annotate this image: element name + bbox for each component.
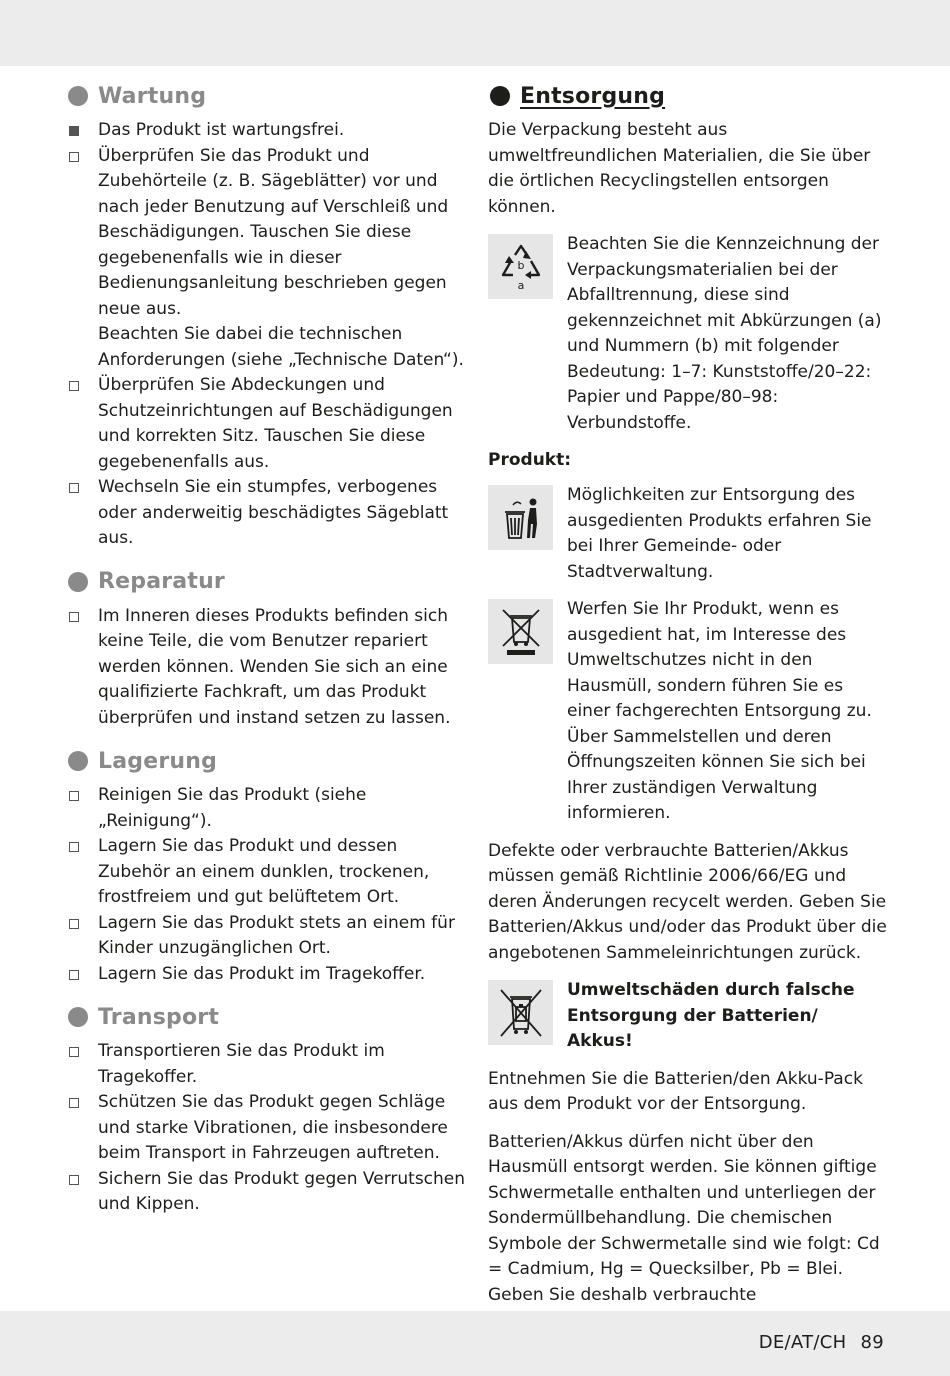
checkbox-bullet-icon xyxy=(69,1047,79,1057)
section-wartung xyxy=(68,80,468,552)
section-heading xyxy=(68,745,468,777)
list-item: Wechseln Sie ein stumpfes, verbogenes oder anderweitig beschädigtes Sägeblatt aus. xyxy=(68,475,468,552)
checkbox-bullet-icon xyxy=(69,152,79,162)
produkt-label: Produkt: xyxy=(488,450,572,470)
right-column xyxy=(488,80,888,1373)
heading-text: Lagerung xyxy=(98,748,218,774)
checkbox-bullet-icon xyxy=(69,483,79,493)
bin-info xyxy=(488,483,888,585)
list-item: Überprüfen Sie Abdeckungen und Schutzeinrichtungen auf Beschädigungen und korrekten Sitz. Tauschen Sie diese gegebenenfalls aus. xyxy=(68,373,468,475)
checkbox-bullet-icon xyxy=(69,970,79,980)
heading-text: Reparatur xyxy=(98,569,225,594)
section-reparatur xyxy=(68,566,468,732)
page-number: 89 xyxy=(860,1332,884,1353)
section-heading xyxy=(68,1001,468,1033)
checkbox-bullet-icon xyxy=(69,842,79,852)
recycle-label-b: b xyxy=(517,258,524,272)
region-label: DE/AT/CH xyxy=(758,1332,847,1353)
recycle-label-a: a xyxy=(517,278,524,292)
checkbox-bullet-icon xyxy=(69,791,79,801)
weee-text: Werfen Sie Ihr Produkt, wenn es ausgedient hat, im Interesse des Umweltschutzes nicht in den Hausmüll, sondern führen Sie es einer fachgerechten Entsorgung zu. Über Sammelstellen und deren Öffnungszeiten können Sie sich bei Ihrer zuständigen Verwaltung informieren. xyxy=(567,599,872,823)
battery-warning-text: Umweltschäden durch falsche Entsorgung der Batterien/ Akkus! xyxy=(567,980,855,1051)
bullet-dot-icon xyxy=(68,86,88,106)
heavy-metal-paragraph: Batterien/Akkus dürfen nicht über den Hausmüll entsorgt werden. Sie können giftige Schwermetalle enthalten und unterliegen der Sondermüllbehandlung. Die chemischen Symbole der Schwermetalle sind wie folgt: Cd = Cadmium, Hg = Quecksilber, Pb = Blei. Geben Sie deshalb verbrauchte xyxy=(488,1131,880,1305)
list-item: Schützen Sie das Produkt gegen Schläge und starke Vibrationen, die insbesondere beim Transport in Fahrzeugen auftreten. xyxy=(68,1090,468,1167)
recycling-info xyxy=(488,232,888,436)
checkbox-bullet-icon xyxy=(69,1175,79,1185)
reparatur-list xyxy=(68,604,468,732)
recycling-symbol-icon xyxy=(488,234,553,299)
waste-bin-person-icon xyxy=(488,485,553,550)
heading-text: Entsorgung xyxy=(520,83,666,109)
section-lagerung xyxy=(68,745,468,987)
bullet-dot-icon xyxy=(68,572,88,592)
page-footer xyxy=(759,1332,884,1353)
list-item: Überprüfen Sie das Produkt und Zubehörteile (z. B. Sägeblätter) vor und nach jeder Benutzung auf Verschleiß und Beschädigungen. Tauschen Sie diese gegebenenfalls wie in dieser Bedienungsanleitung beschrieben gegen neue aus. Beachten Sie dabei die technischen Anforderungen (siehe „Technische Daten“). xyxy=(68,144,468,374)
crossed-out-battery-bin-icon xyxy=(488,980,553,1045)
wartung-list xyxy=(68,118,468,552)
section-heading xyxy=(490,80,888,112)
recycling-text: Beachten Sie die Kennzeichnung der Verpackungsmaterialien bei der Abfalltrennung, diese sind gekennzeichnet mit Abkürzungen (a) und Nummern (b) mit folgender Bedeutung: 1–7: Kunststoffe/20–22: Papier und Pappe/80–98: Verbundstoffe. xyxy=(567,234,882,433)
battery-warning xyxy=(488,978,888,1055)
bullet-dot-icon xyxy=(68,1007,88,1027)
list-item: Lagern Sie das Produkt stets an einem für Kinder unzugänglichen Ort. xyxy=(68,911,468,962)
battery-paragraph: Defekte oder verbrauchte Batterien/Akkus müssen gemäß Richtlinie 2006/66/EG und deren Änderungen recycelt werden. Geben Sie Batterien/Akkus und/oder das Produkt über die angebotenen Sammeleinrichtungen zurück. xyxy=(488,840,887,963)
list-item: Reinigen Sie das Produkt (siehe „Reinigung“). xyxy=(68,783,468,834)
heading-text: Transport xyxy=(98,1004,220,1030)
checkbox-bullet-icon xyxy=(69,919,79,929)
crossed-out-bin-icon xyxy=(488,599,553,664)
transport-list xyxy=(68,1039,468,1218)
lagerung-list xyxy=(68,783,468,987)
bullet-dot-icon xyxy=(68,751,88,771)
list-item: Lagern Sie das Produkt und dessen Zubehör an einem dunklen, trockenen, frostfreiem und gut belüftetem Ort. xyxy=(68,834,468,911)
list-item: Das Produkt ist wartungsfrei. xyxy=(68,118,468,144)
packaging-intro: Die Verpackung besteht aus umweltfreundlichen Materialien, die Sie über die örtlichen Recyclingstellen entsorgen können. xyxy=(488,120,871,217)
checkbox-bullet-icon xyxy=(69,381,79,391)
list-item: Lagern Sie das Produkt im Tragekoffer. xyxy=(68,962,468,988)
bullet-dot-icon xyxy=(490,86,510,106)
checkbox-bullet-icon xyxy=(69,1098,79,1108)
remove-battery-paragraph: Entnehmen Sie die Batterien/den Akku-Pack aus dem Produkt vor der Entsorgung. xyxy=(488,1068,863,1114)
bin-text: Möglichkeiten zur Entsorgung des ausgedienten Produkts erfahren Sie bei Ihrer Gemeinde- oder Stadtverwaltung. xyxy=(567,485,872,582)
heading-text: Wartung xyxy=(98,83,207,109)
section-transport xyxy=(68,1001,468,1218)
list-item: Sichern Sie das Produkt gegen Verrutschen und Kippen. xyxy=(68,1167,468,1218)
left-column xyxy=(68,80,468,1232)
weee-info xyxy=(488,597,888,827)
section-heading xyxy=(68,566,468,598)
filled-square-bullet-icon xyxy=(69,126,79,136)
list-item: Im Inneren dieses Produkts befinden sich keine Teile, die vom Benutzer repariert werden können. Wenden Sie sich an eine qualifizierte Fachkraft, um das Produkt überprüfen und instand setzen zu lassen. xyxy=(68,604,468,732)
list-item: Transportieren Sie das Produkt im Tragekoffer. xyxy=(68,1039,468,1090)
header-band xyxy=(0,0,950,66)
checkbox-bullet-icon xyxy=(69,612,79,622)
section-heading xyxy=(68,80,468,112)
section-entsorgung xyxy=(488,80,888,1359)
